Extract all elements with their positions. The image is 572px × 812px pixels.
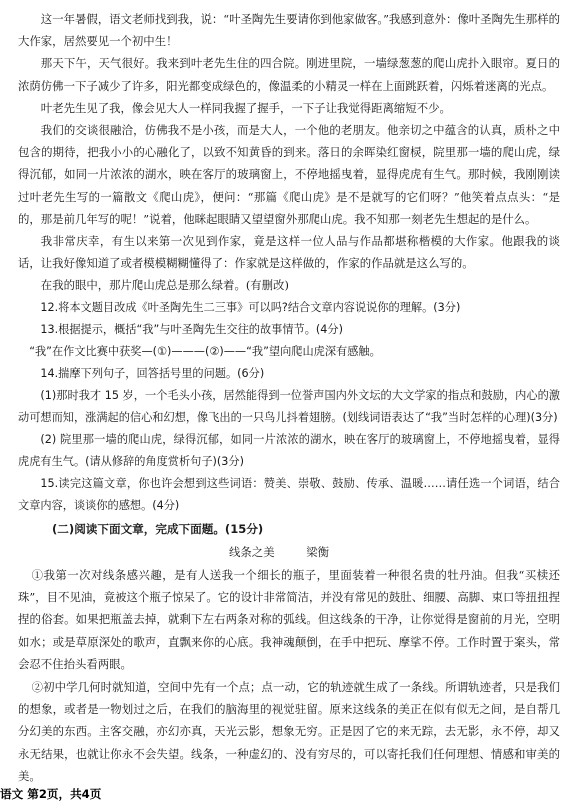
story-paragraph: 在我的眼中，那片爬山虎总是那么绿着。(有删改) <box>40 278 289 293</box>
article-title: 线条之美 梁衡 <box>229 544 329 559</box>
section-heading: (二)阅读下面文章，完成下面题。(15分) <box>52 521 264 536</box>
article-paragraph: ②初中学几何时就知道，空间中先有一个点；点一动，它的轨迹就生成了一条线。所谓轨迹者，只是我们的想象，或者是一物划过之后，在我们的脑海里的视觉驻留。原来这线条的美正在似有似无之间，是自帮几分幻美的东西。主客交融，亦幻亦真，天光云影，想象无穷。正是因了它的来无踪，去无影，永不停，却又永无结果，也就让你永不会失望。线条，一种虚幻的、没有穷尽的，可以寄托我们任何理想、情感和审美的美。 <box>18 679 560 784</box>
story-paragraph: 叶老先生见了我，像会见大人一样同我握了握手，一下子让我觉得距离缩短不少。 <box>40 100 451 115</box>
question-12: 12.将本文题目改成《叶圣陶先生二三事》可以吗?结合文章内容说说你的理解。(3分) <box>40 300 461 314</box>
story-paragraph: 这一年暑假，语文老师找到我，说：“叶圣陶先生要请你到他家做客。”我感到意外：像叶圣陶先生那样的大作家，居然要见一个初中生！ <box>18 12 560 49</box>
page-footer: 语文 第2页，共4页 <box>0 787 102 801</box>
question-13: 13.根据提示，概括“我”与叶圣陶先生交往的故事情节。(4分) <box>40 322 343 336</box>
question-15: 15.读完这篇文章，你也许会想到这些词语：赞美、崇敬、鼓励、传承、温暖……请任选一个词语，结合文章内容，谈谈你的感想。(4分) <box>18 476 560 512</box>
question-14-2: (2) 院里那一墙的爬山虎，绿得沉郁，如同一片浓浓的湖水，映在客厅的玻璃窗上，不停地摇曳着，显得虎虎有生气。(请从修辞的角度赏析句子)(3分) <box>18 432 560 468</box>
story-paragraph: 那天下午，天气很好。我来到叶老先生住的四合院。刚进里院，一墙绿葱葱的爬山虎扑入眼帘。夏日的浓荫仿佛一下子减少了许多，阳光都变成绿色的，像温柔的小精灵一样在上面跳跃着，闪烁着迷离的光点。 <box>18 56 560 93</box>
question-13-plot-line: “我”在作文比赛中获奖—(①)———(②)——“我”望向爬山虎深有感触。 <box>29 344 381 358</box>
article-paragraph: ①我第一次对线条感兴趣，是有人送我一个细长的瓶子，里面装着一种很名贵的牡丹油。但我“买椟还珠”，目不见油，竟被这个瓶子惊呆了。它的设计非常简洁，并没有常见的鼓肚、细腰、高脚、束口等扭扭捏捏的俗套。如果把瓶盖去掉，就剩下左右两条对称的弧线。但这线条的干净，让你觉得是窗前的月光，空明如水；或是草原深处的歌声，直飘来你的心底。我神魂颠倒，在手中把玩、摩挲不停。工作时置于案头，常会忍不住抬头看两眼。 <box>18 567 560 672</box>
question-14: 14.揣摩下列句子，回答括号里的问题。(6分) <box>40 366 265 380</box>
story-paragraph: 我非常庆幸，有生以来第一次见到作家，竟是这样一位人品与作品都堪称楷模的大作家。他跟我的谈话，让我好像知道了或者模模糊糊懂得了：作家就是这样做的，作家的作品就是这么写的。 <box>18 234 560 271</box>
story-paragraph: 我们的交谈很融洽，仿佛我不是小孩，而是大人，一个他的老朋友。他亲切之中蕴含的认真，质朴之中包含的期待，把我小小的心融化了，以致不知黄昏的到来。落日的余晖染红窗棂，院里那一墙的爬山虎，绿得沉郁，如同一片浓浓的湖水，映在客厅的玻璃窗上，不停地摇曳着，显得虎虎有生气。那时候，我刚刚读过叶老先生写的一篇散文《爬山虎》，便问：“那篇《爬山虎》是不是就写的它们呀？”他笑着点点头：“是的，那是前几年写的呢！”说着，他眯起眼睛又望望窗外那爬山虎。我不知那一刻老先生想起的是什么。 <box>18 123 560 226</box>
question-list <box>18 297 560 517</box>
article-text <box>18 564 560 788</box>
question-14-1: (1)那时我才 15 岁，一个毛头小孩，居然能得到一位誉声国内外文坛的大文学家的指点和鼓励，内心的激动可想而知，涨满起的信心和幻想，像飞出的一只鸟儿抖着翅膀。(划线词语表达了“我”当时怎样的心理)(3分) <box>18 388 560 424</box>
story-text <box>18 8 560 297</box>
